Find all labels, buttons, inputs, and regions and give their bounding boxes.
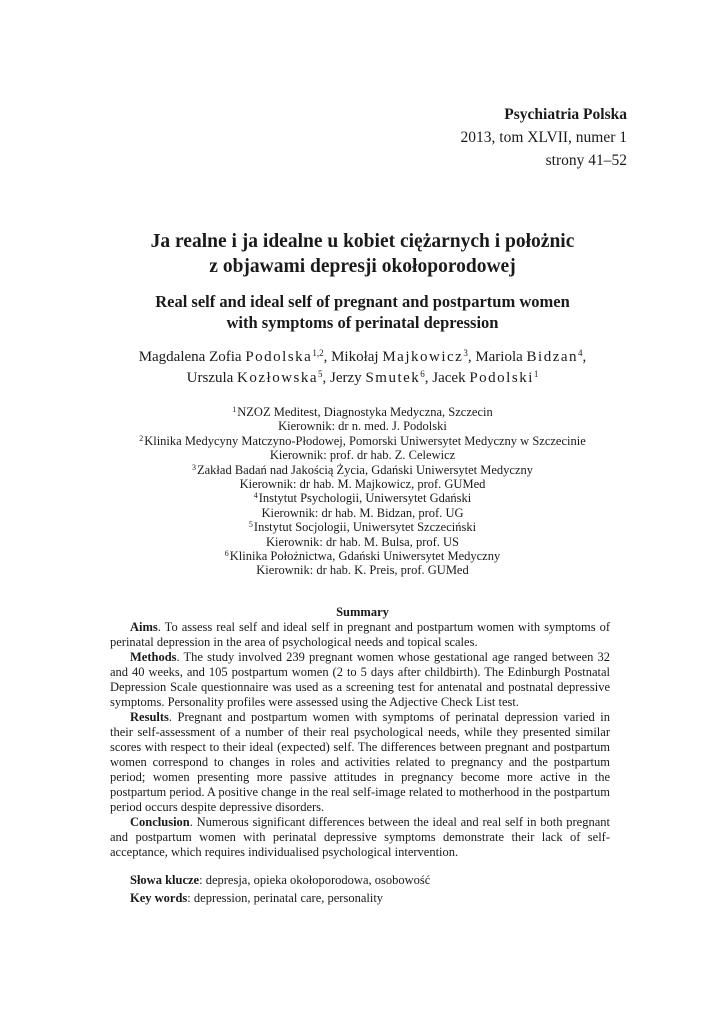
author-surname: Bidzan <box>526 349 579 365</box>
summary-results-text: . Pregnant and postpartum women with symptoms of perinatal depression varied in their self-assessment of a number of their real psychological needs, while they presented similar scores with respect to their ideal (expected) self. The differences between pregnant and postpartum women correspond to changes in roles and activities related to pregnancy and the postpartum period; women presenting more passive attitudes in pregnancy become more active in the postpartum period. A positive change in the real self-image related to motherhood in the postpartum period occurs despite depressive disorders. <box>110 710 610 814</box>
affiliation-number: 4 <box>253 491 258 501</box>
keywords-english-label: Key words <box>130 891 188 905</box>
affiliation <box>40 434 685 448</box>
affiliation-head: Kierownik: dr n. med. J. Podolski <box>278 419 447 434</box>
summary-body <box>110 620 610 860</box>
summary-methods-label: Methods <box>130 650 177 664</box>
author-given-name: Mariola <box>475 349 523 365</box>
author-surname: Kozłowska <box>237 370 319 386</box>
summary-conclusion <box>110 815 610 860</box>
keywords-polish <box>130 871 610 889</box>
title-english <box>40 291 685 333</box>
affiliation-name: Instytut Psychologii, Uniwersytet Gdański <box>258 491 472 506</box>
summary-aims-text: . To assess real self and ideal self in pregnant and postpartum women with symptoms of perinatal depression in the area of psychological needs and topical scales. <box>110 620 610 649</box>
author-affiliation-mark: 1 <box>533 369 539 379</box>
journal-pages: strony 41–52 <box>545 152 627 169</box>
title-polish-line: Ja realne i ja idealne u kobiet ciężarnych i położnic <box>150 231 575 252</box>
author-given-name: Jerzy <box>330 370 362 386</box>
author-separator: , <box>582 349 587 365</box>
author-given-name: Jacek <box>432 370 466 386</box>
journal-volume: 2013, tom XLVII, numer 1 <box>460 129 627 146</box>
affiliation-head: Kierownik: dr hab. M. Bidzan, prof. UG <box>261 505 464 520</box>
author-separator: , <box>323 349 332 365</box>
author-list <box>40 347 685 389</box>
affiliation <box>40 491 685 505</box>
title-polish <box>40 229 685 279</box>
affiliation-number: 2 <box>139 433 144 443</box>
author-line <box>40 347 685 368</box>
journal-info <box>461 103 627 172</box>
title-english-line: with symptoms of perinatal depression <box>226 313 499 332</box>
affiliation-head: Kierownik: dr hab. M. Bulsa, prof. US <box>265 534 460 549</box>
title-polish-line: z objawami depresji okołoporodowej <box>209 256 516 277</box>
affiliation-name: Klinika Położnictwa, Gdański Uniwersytet Medyczny <box>229 549 501 564</box>
author-affiliation-mark: 5 <box>318 369 323 379</box>
author-given-name: Urszula <box>186 370 234 386</box>
summary-methods <box>110 650 610 710</box>
affiliation-head: Kierownik: prof. dr hab. Z. Celewicz <box>269 448 456 463</box>
keywords-polish-label: Słowa klucze <box>130 873 200 887</box>
author-affiliation-mark: 6 <box>420 369 425 379</box>
affiliations <box>40 405 685 578</box>
affiliation <box>40 405 685 419</box>
author-affiliation-mark: 1,2 <box>312 348 324 358</box>
author-separator: , <box>322 370 331 386</box>
affiliation <box>40 520 685 534</box>
title-english-line: Real self and ideal self of pregnant and postpartum women <box>155 292 570 311</box>
affiliation <box>40 463 685 477</box>
author-affiliation-mark: 3 <box>463 348 468 358</box>
journal-name: Psychiatria Polska <box>504 106 627 123</box>
summary-conclusion-text: . Numerous significant differences between the ideal and real self in both pregnant and postpartum women with perinatal depressive symptoms demonstrate their lack of self-acceptance, which requires individualised psychological intervention. <box>110 815 610 859</box>
summary-results <box>110 710 610 815</box>
keywords-polish-text: : depresja, opieka okołoporodowa, osobowość <box>199 873 431 887</box>
affiliation-number: 6 <box>224 549 229 559</box>
affiliation-number: 3 <box>191 462 196 472</box>
summary-results-label: Results <box>130 710 169 724</box>
summary-heading: Summary <box>336 605 389 619</box>
author-affiliation-mark: 4 <box>578 348 583 358</box>
affiliation-name: Zakład Badań nad Jakością Życia, Gdański Uniwersytet Medyczny <box>196 462 533 477</box>
author-line <box>40 368 685 389</box>
author-given-name: Magdalena Zofia <box>138 349 242 365</box>
keywords <box>130 871 610 907</box>
affiliation-name: Klinika Medycyny Matczyno-Płodowej, Pomorski Uniwersytet Medyczny w Szczecinie <box>144 433 586 448</box>
affiliation-head: Kierownik: dr hab. M. Majkowicz, prof. GUMed <box>239 477 486 492</box>
author-surname: Majkowicz <box>382 349 464 365</box>
summary-methods-text: . The study involved 239 pregnant women whose gestational age ranged between 32 and 40 weeks, and 105 postpartum women (2 to 5 days after childbirth). The Edinburgh Postnatal Depression Scale questionnaire was used as a screening test for antenatal and postnatal depressive symptoms. Personality profiles were assessed using the Adjective Check List test. <box>110 650 610 709</box>
affiliation-number: 5 <box>248 520 253 530</box>
author-surname: Podolska <box>245 349 313 365</box>
summary-aims-label: Aims <box>130 620 158 634</box>
affiliation-head: Kierownik: dr hab. K. Preis, prof. GUMed <box>256 563 469 578</box>
summary-aims <box>110 620 610 650</box>
author-separator: , <box>424 370 433 386</box>
keywords-english <box>130 889 610 907</box>
author-separator: , <box>467 349 476 365</box>
summary-conclusion-label: Conclusion <box>130 815 190 829</box>
affiliation-name: NZOZ Meditest, Diagnostyka Medyczna, Szczecin <box>237 405 493 419</box>
affiliation-number: 1 <box>232 405 237 414</box>
author-surname: Smutek <box>365 370 421 386</box>
keywords-english-text: : depression, perinatal care, personality <box>187 891 384 905</box>
author-surname: Podolski <box>469 370 534 386</box>
author-given-name: Mikołaj <box>331 349 379 365</box>
affiliation <box>40 549 685 563</box>
affiliation-name: Instytut Socjologii, Uniwersytet Szczeciński <box>253 520 477 535</box>
